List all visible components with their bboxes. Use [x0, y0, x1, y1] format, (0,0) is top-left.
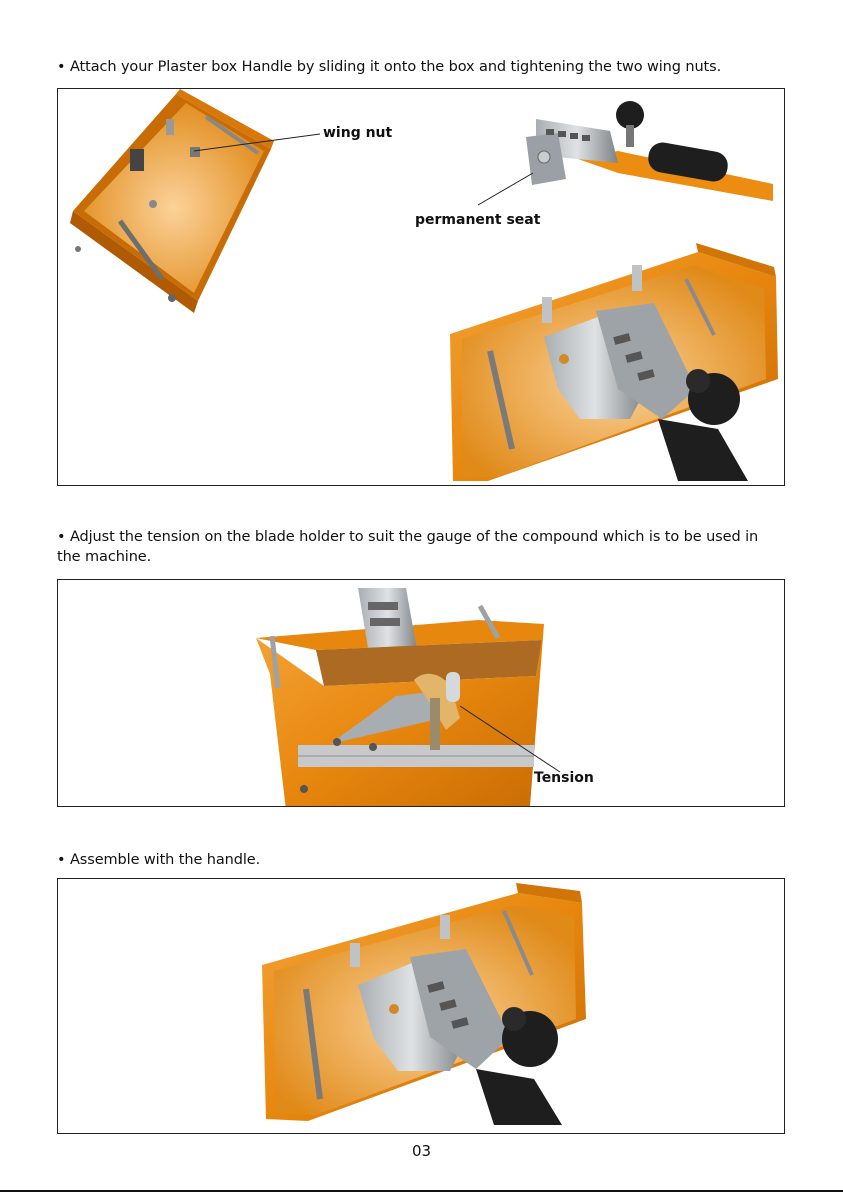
step-1-text: • Attach your Plaster box Handle by sliding it onto the box and tightening the two wing nuts.	[57, 59, 722, 75]
figure-1-illustration	[58, 89, 785, 486]
tension-box-image	[256, 588, 544, 807]
label-wing-nut: wing nut	[323, 125, 393, 141]
plaster-box-image	[70, 89, 274, 313]
page-number: 03	[411, 1142, 432, 1160]
figure-2	[57, 579, 785, 807]
box-with-handle-image	[450, 243, 778, 481]
permanent-seat-leader-line	[478, 173, 533, 205]
handle-image	[526, 101, 773, 201]
label-tension: Tension	[534, 770, 594, 786]
step-3-text: • Assemble with the handle.	[57, 852, 261, 868]
assembled-box-image	[262, 883, 586, 1125]
figure-2-illustration	[58, 580, 785, 807]
figure-1	[57, 88, 785, 486]
figure-3-illustration	[58, 879, 785, 1134]
step-2-text: • Adjust the tension on the blade holder to suit the gauge of the compound which is to be used in the machine.	[57, 529, 759, 565]
figure-3	[57, 878, 785, 1134]
label-permanent-seat: permanent seat	[415, 212, 541, 228]
